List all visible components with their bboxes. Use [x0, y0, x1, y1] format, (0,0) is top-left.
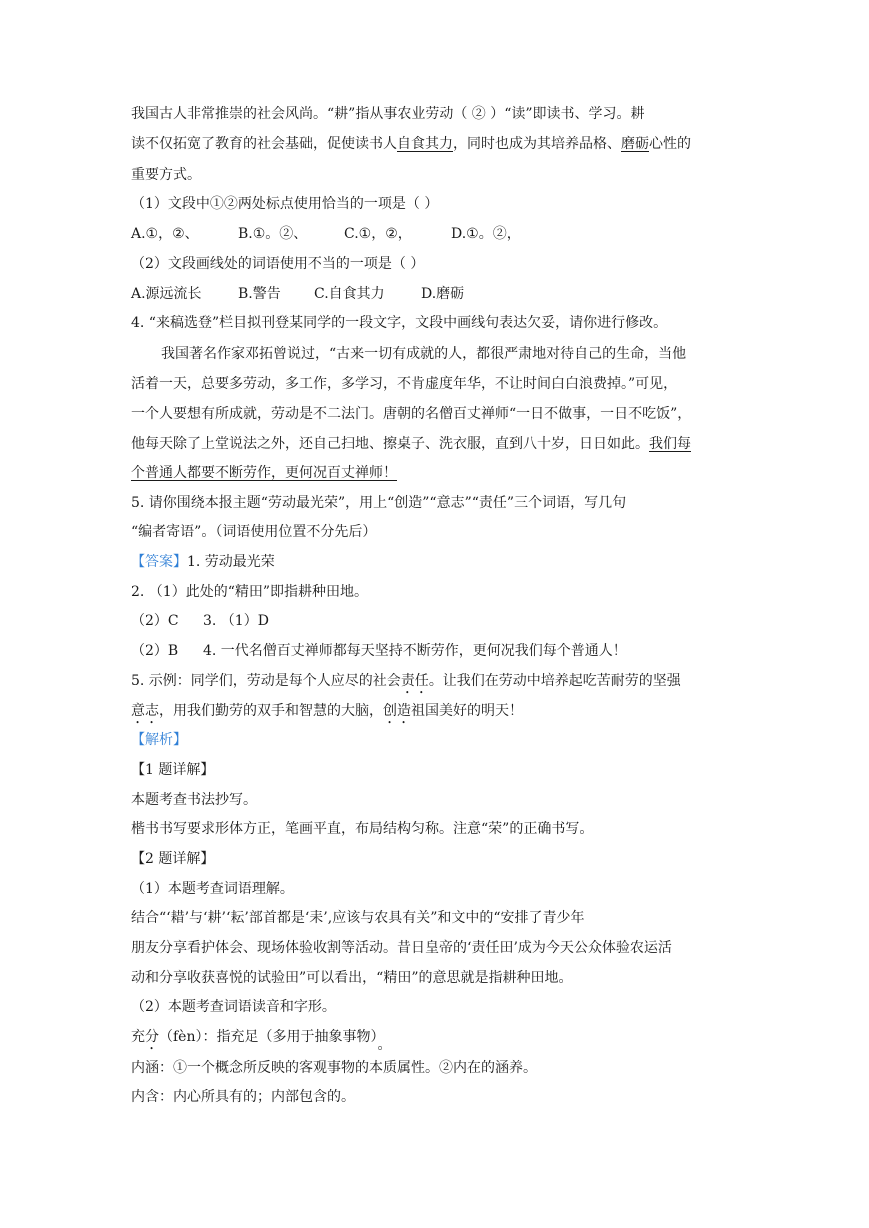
analysis-line: 本题考查书法抄写。	[131, 792, 257, 808]
analysis-tag: 【解析】	[131, 732, 187, 748]
intro-line-2	[131, 134, 691, 154]
answer-text: （2）C	[131, 613, 179, 629]
intro-text: 心性的	[649, 136, 691, 152]
option-a: A.源远流长	[131, 286, 202, 302]
dotted-keyword: 创造	[383, 703, 411, 719]
question-2-stem: （2）文段画线处的词语使用不当的一项是（ ）	[131, 256, 425, 272]
passage-text: 他每天除了上堂说法之外，还自己扫地、擦桌子、洗衣服，直到八十岁，日日如此。	[131, 436, 649, 452]
answer-line-6	[131, 701, 523, 727]
answer-text: 4. 一代名僧百丈禅师都每天坚持不断劳作，更何况我们每个普通人！	[203, 643, 627, 659]
answer-text: 5. 示例：同学们，劳动是每个人应尽的社会	[131, 673, 401, 689]
intro-line-3: 重要方式。	[131, 167, 201, 183]
question-1-stem: （1）文段中①②两处标点使用恰当的一项是（ ）	[131, 196, 439, 212]
answer-tag: 【答案】	[131, 554, 187, 570]
analysis-line: 动和分享收获喜悦的试验田”可以看出，“精田”的意思就是指耕种田地。	[131, 970, 573, 986]
question-2-options	[131, 284, 464, 304]
analysis-line	[131, 1027, 391, 1053]
analysis-text: 。	[377, 1037, 392, 1053]
passage-line-1: 我国著名作家邓拓曾说过，“古来一切有成就的人，都很严肃地对待自己的生命，当他	[161, 346, 687, 362]
option-b: B.警告	[238, 286, 281, 302]
dotted-keyword: 分	[145, 1029, 159, 1045]
option-d: D.①。②，	[451, 226, 521, 242]
underlined-word: 磨砺	[621, 136, 649, 152]
passage-line-3: 一个人要想有所成就，劳动是不二法门。唐朝的名僧百丈禅师“一日不做事，一日不吃饭”，	[131, 406, 692, 422]
dotted-keyword: 责任	[400, 673, 429, 689]
answer-line-2: 2. （1）此处的“精田”即指耕种田地。	[131, 584, 369, 600]
intro-text: 读不仅拓宽了教育的社会基础，促使读书人	[131, 136, 397, 152]
analysis-heading-2: 【2 题详解】	[131, 851, 215, 867]
intro-text: ，同时也成为其培养品格、	[453, 136, 621, 152]
answer-text: ，用我们勤劳的双手和智慧的大脑，	[159, 703, 383, 719]
option-c: C.自食其力	[314, 286, 385, 302]
underlined-sentence: 个普通人都要不断劳作，更何况百丈禅师！	[131, 465, 397, 481]
option-c: C.①，②，	[344, 226, 412, 242]
passage-line-4	[131, 434, 691, 454]
answer-line-1	[131, 552, 275, 572]
dotted-keyword: 意志	[131, 703, 159, 719]
analysis-text: （fèn）：指充足（多用于抽象事物）	[159, 1029, 378, 1045]
answer-text: 。让我们在劳动中培养起吃苦耐劳的坚强	[428, 673, 681, 689]
intro-line-1: 我国古人非常推崇的社会风尚。“耕”指从事农业劳动（ ② ）“读”即读书、学习。耕	[131, 106, 645, 122]
option-d: D.磨砺	[421, 286, 465, 302]
answer-line-5	[131, 671, 681, 697]
question-5-line-1: 5. 请你围绕本报主题“劳动最光荣”，用上“创造”“意志”“责任”三个词语，写几句	[131, 495, 627, 511]
analysis-text: 充	[131, 1029, 145, 1045]
analysis-line: 楷书书写要求形体方正，笔画平直，布局结构匀称。注意“荣”的正确书写。	[131, 821, 594, 837]
answer-text: （2）B	[131, 643, 179, 659]
underlined-sentence: 我们每	[649, 436, 691, 452]
analysis-line: 内含：内心所具有的；内部包含的。	[131, 1089, 355, 1105]
question-5-line-2: “编者寄语”。（词语使用位置不分先后）	[131, 524, 377, 540]
passage-line-2: 活着一天，总要多劳动，多工作，多学习，不肯虚度年华，不让时间白白浪费掉。”可见，	[131, 376, 678, 392]
option-a: A.①，②、	[131, 226, 199, 242]
answer-line-3	[131, 611, 269, 631]
question-1-options	[131, 224, 521, 244]
answer-text: 祖国美好的明天！	[411, 703, 523, 719]
answer-line-4	[131, 641, 627, 661]
analysis-line: 朋友分享看护体会、现场体验收割等活动。昔日皇帝的‘责任田’成为今天公众体验农运活	[131, 940, 672, 956]
analysis-line: （2）本题考查词语读音和字形。	[131, 999, 336, 1015]
underlined-word: 自食其力	[397, 136, 453, 152]
answer-text: 1. 劳动最光荣	[187, 554, 275, 570]
option-b: B.①。②、	[238, 226, 308, 242]
analysis-line: 内涵：①一个概念所反映的客观事物的本质属性。②内在的涵养。	[131, 1060, 537, 1076]
analysis-heading-1: 【1 题详解】	[131, 762, 215, 778]
analysis-line: 结合“‘耤’与‘耕’‘耘’部首都是‘耒’,应该与农具有关”和文中的“安排了青少年	[131, 910, 585, 926]
analysis-line: （1）本题考查词语理解。	[131, 881, 294, 897]
question-4-stem: 4. “来稿选登”栏目拟刊登某同学的一段文字，文段中画线句表达欠妥，请你进行修改。	[131, 315, 668, 331]
answer-text: 3. （1）D	[203, 613, 269, 629]
passage-line-5	[131, 463, 397, 483]
